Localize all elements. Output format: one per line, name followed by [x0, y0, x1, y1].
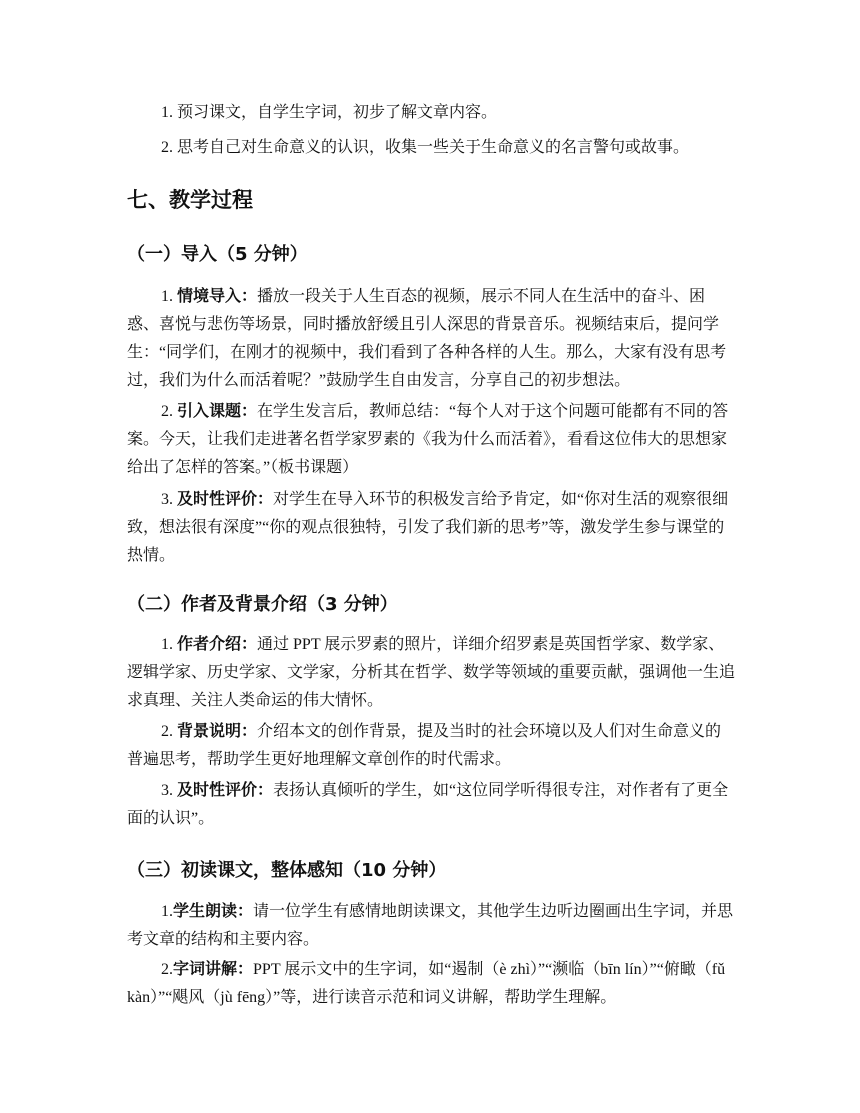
item-label: 及时性评价： [177, 491, 274, 508]
prep-item-2: 2. 思考自己对生命意义的认识，收集一些关于生命意义的名言警句或故事。 [161, 139, 690, 156]
item-text: 对学生在导入环节的积极发言给予肯定，如“你对生活的观察很细致，想法很有深度”“你的观点很独特，引发了我们新的思考”等，激发学生参与课堂的热情。 [127, 491, 729, 564]
item-text: 介绍本文的创作背景，提及当时的社会环境以及人们对生命意义的普遍思考，帮助学生更好地理解文章创作的时代需求。 [127, 723, 722, 768]
item-label: 字词讲解： [173, 961, 254, 978]
item-text: 通过 PPT 展示罗素的照片，详细介绍罗素是英国哲学家、数学家、逻辑学家、历史学家、文学家，分析其在哲学、数学等领域的重要贡献，强调他一生追求真理、关注人类命运的伟大情怀。 [127, 636, 736, 709]
item-text: 在学生发言后，教师总结：“每个人对于这个问题可能都有不同的答案。今天，让我们走进著名哲学家罗素的《我为什么而活着》，看看这位伟大的思想家给出了怎样的答案。”（板书课题） [127, 403, 729, 476]
item-label: 作者介绍： [177, 636, 258, 653]
part-3-heading: （三）初读课文，整体感知（10 分钟） [127, 860, 447, 881]
item-label: 背景说明： [177, 723, 258, 740]
item-label: 学生朗读： [173, 903, 254, 920]
item-number: 2. [161, 403, 177, 420]
item-number: 2. [161, 961, 173, 978]
part-3-paragraph-1 [127, 898, 737, 954]
item-text: PPT 展示文中的生字词，如“遏制（è zhì）”“濒临（bīn lín）”“俯瞰（fǔ kàn）”“飓风（jù fēng）”等，进行读音示范和词义讲解，帮助学生理解。 [127, 961, 726, 1006]
part-3-paragraph-2 [127, 956, 737, 1012]
part-1-paragraph-2 [127, 398, 737, 482]
part-2-paragraph-2 [127, 718, 737, 774]
part-1-paragraph-3 [127, 486, 737, 570]
item-number: 2. [161, 723, 177, 740]
item-number: 3. [161, 491, 177, 508]
item-text: 播放一段关于人生百态的视频，展示不同人在生活中的奋斗、困惑、喜悦与悲伤等场景，同时播放舒缓且引人深思的背景音乐。视频结束后，提问学生：“同学们，在刚才的视频中，我们看到了各种各样的人生。那么，大家有没有思考过，我们为什么而活着呢？”鼓励学生自由发言，分享自己的初步想法。 [127, 288, 727, 389]
part-1-heading: （一）导入（5 分钟） [127, 244, 308, 265]
item-number: 1. [161, 903, 173, 920]
part-2-paragraph-3 [127, 777, 737, 833]
item-number: 3. [161, 782, 177, 799]
item-text: 请一位学生有感情地朗读课文，其他学生边听边圈画出生字词，并思考文章的结构和主要内容。 [127, 903, 734, 948]
item-number: 1. [161, 288, 177, 305]
item-label: 及时性评价： [177, 782, 274, 799]
part-2-paragraph-1 [127, 631, 737, 715]
item-text: 表扬认真倾听的学生，如“这位同学听得很专注，对作者有了更全面的认识”。 [127, 782, 729, 827]
section-7-heading: 七、教学过程 [127, 188, 253, 212]
item-label: 情境导入： [177, 288, 258, 305]
item-label: 引入课题： [177, 403, 258, 420]
part-1-paragraph-1 [127, 283, 737, 395]
prep-item-1: 1. 预习课文，自学生字词，初步了解文章内容。 [161, 104, 498, 121]
item-number: 1. [161, 636, 177, 653]
part-2-heading: （二）作者及背景介绍（3 分钟） [127, 594, 398, 615]
